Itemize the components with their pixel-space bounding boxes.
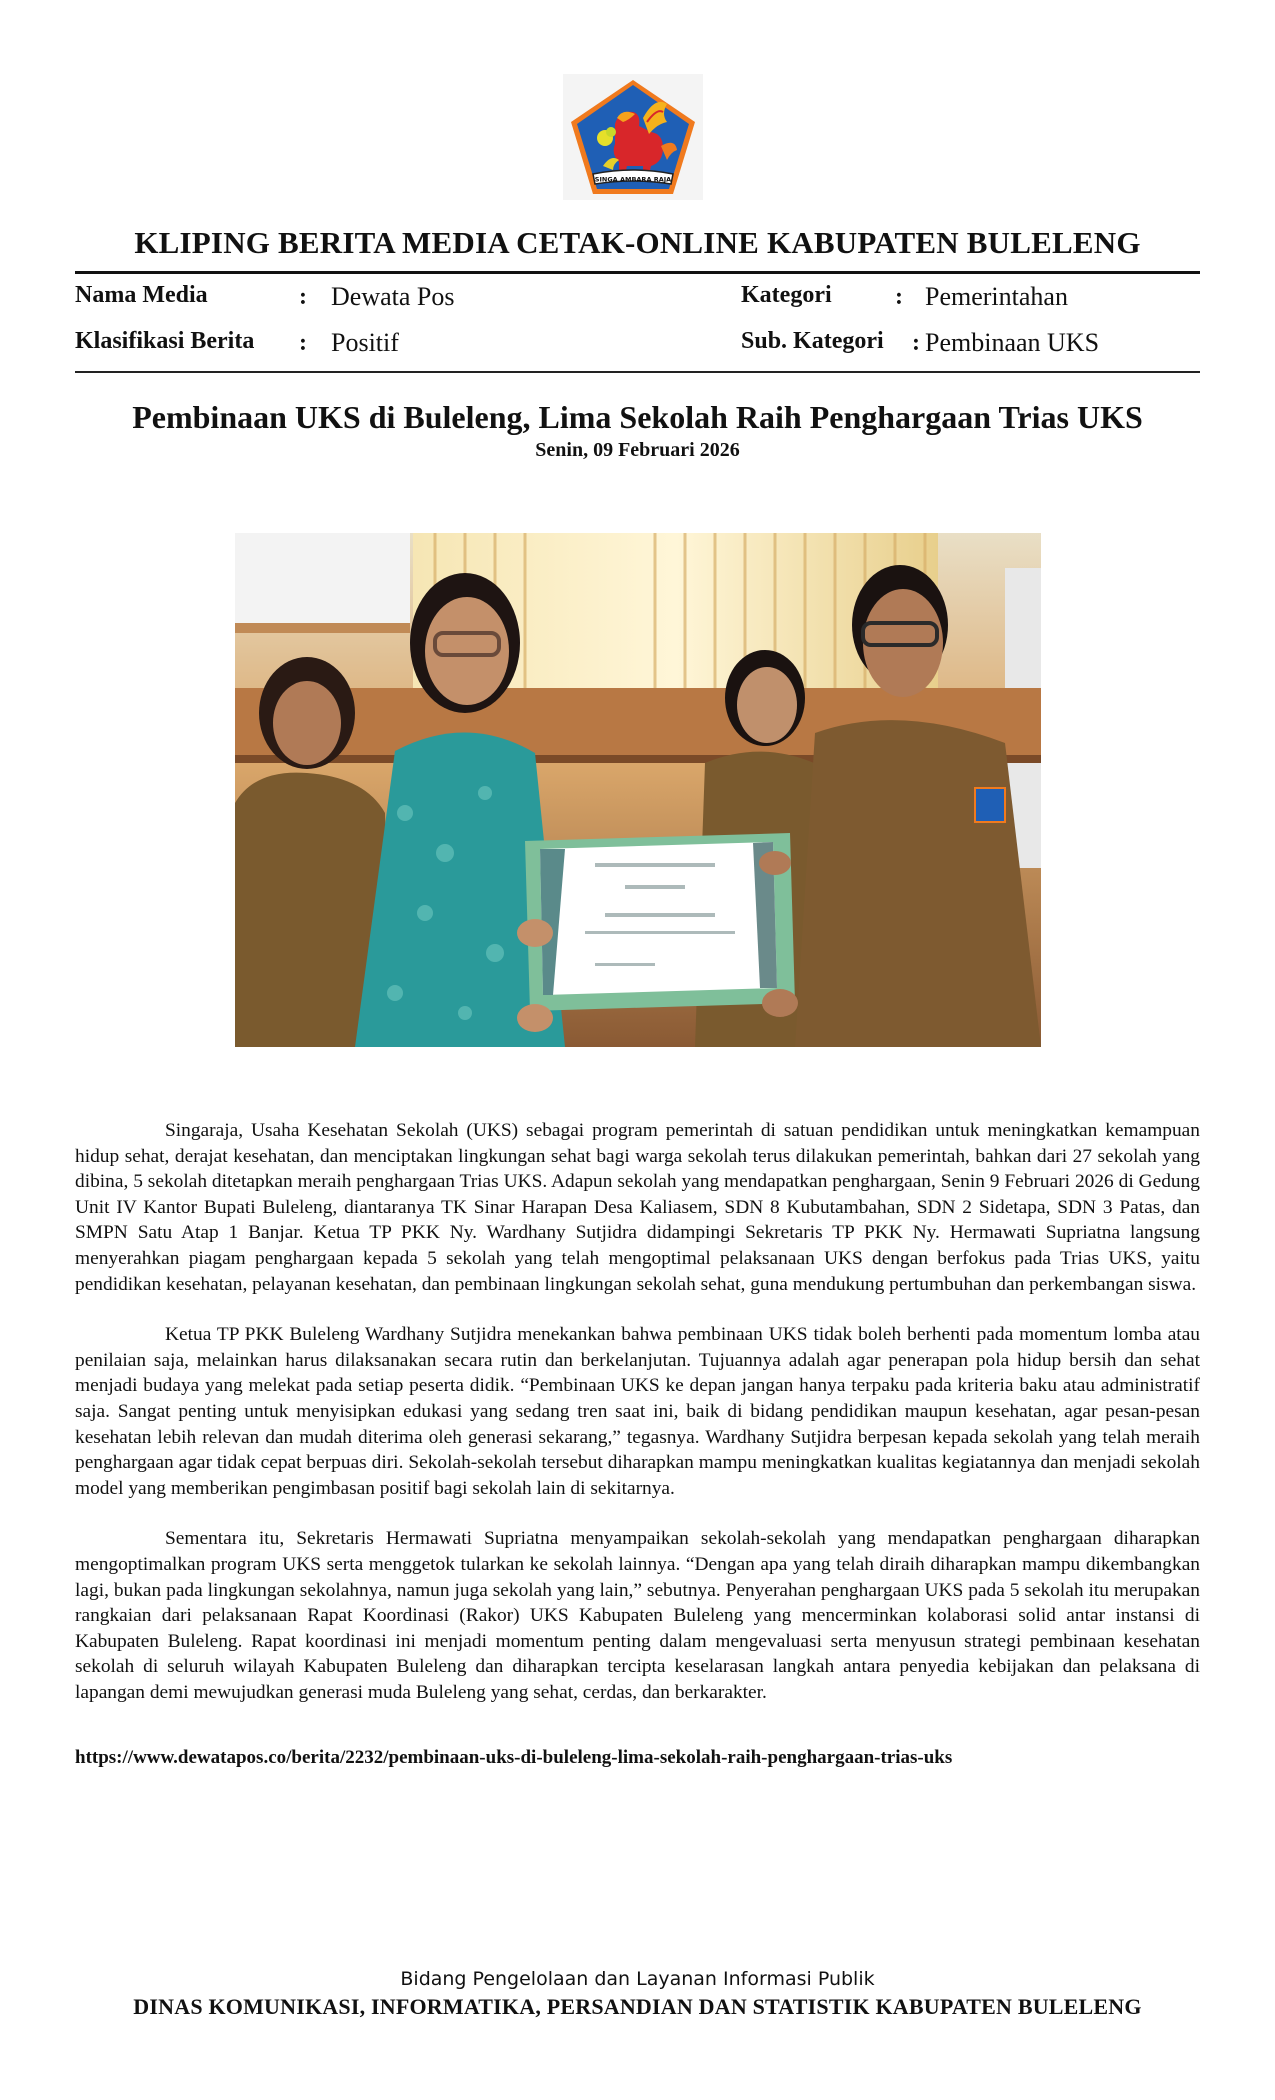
emblem-motto: SINGA AMBARA RAJA <box>594 175 672 184</box>
header-divider-bottom <box>75 371 1200 373</box>
media-name-label: Nama Media <box>75 282 208 308</box>
source-url-link[interactable]: https://www.dewatapos.co/berita/2232/pembinaan-uks-di-buleleng-lima-sekolah-raih-penghargaan-trias-uks <box>75 1747 953 1768</box>
article-paragraph: Sementara itu, Sekretaris Hermawati Supriatna menyampaikan sekolah-sekolah yang mendapatkan penghargaan diharapkan mengoptimalkan program UKS serta menggetok tularkan ke sekolah lainnya. “Dengan apa yang telah diraih diharapkan mampu dikembangkan lagi, bukan pada lingkungan sekolahnya, namun juga sekolah yang lain,” sebutnya. Penyerahan penghargaan UKS pada 5 sekolah itu merupakan rangkaian dari pelaksanaan Rapat Koordinasi (Rakor) UKS Kabupaten Buleleng yang mencerminkan kolaborasi solid antar instansi di Kabupaten Buleleng. Rapat koordinasi ini menjadi momentum penting dalam mengevaluasi serta menyusun strategi pembinaan kesehatan sekolah di seluruh wilayah Kabupaten Buleleng dan diharapkan tercipta keselarasan langkah antara penyedia kebijakan dan pelaksana di lapangan demi mewujudkan generasi muda Buleleng yang sehat, cerdas, dan berkarakter. <box>75 1528 1200 1703</box>
news-photo-icon <box>235 533 1041 1047</box>
classification-separator: : <box>299 330 307 356</box>
article-photo <box>235 533 1041 1047</box>
document-title: KLIPING BERITA MEDIA CETAK-ONLINE KABUPATEN BULELENG <box>134 225 1141 260</box>
footer-office-name: DINAS KOMUNIKASI, INFORMATIKA, PERSANDIAN DAN STATISTIK KABUPATEN BULELENG <box>133 1994 1142 2019</box>
article-date: Senin, 09 Februari 2026 <box>535 439 740 461</box>
subcategory-value: Pembinaan UKS <box>925 328 1100 357</box>
category-value: Pemerintahan <box>925 282 1068 311</box>
media-name-value: Dewata Pos <box>331 282 455 311</box>
media-name-separator: : <box>299 284 307 310</box>
subcategory-separator: : <box>912 330 920 356</box>
article-headline: Pembinaan UKS di Buleleng, Lima Sekolah Raih Penghargaan Trias UKS <box>132 399 1143 435</box>
regency-logo <box>563 74 703 200</box>
buleleng-regency-emblem-icon <box>563 74 703 200</box>
footer-unit-name: Bidang Pengelolaan dan Layanan Informasi Publik <box>400 1968 875 1990</box>
classification-value: Positif <box>331 328 399 357</box>
header-divider-top <box>75 271 1200 274</box>
category-separator: : <box>895 284 903 310</box>
classification-label: Klasifikasi Berita <box>75 328 255 354</box>
article-body <box>75 1118 1200 1730</box>
article-paragraph: Ketua TP PKK Buleleng Wardhany Sutjidra menekankan bahwa pembinaan UKS tidak boleh berhenti pada momentum lomba atau penilaian saja, melainkan harus dilaksanakan secara rutin dan berkelanjutan. Tujuannya adalah agar penerapan pola hidup bersih dan sehat menjadi budaya yang melekat pada setiap peserta didik. “Pembinaan UKS ke depan jangan hanya terpaku pada kriteria baku atau administratif saja. Sangat penting untuk menyisipkan edukasi yang sedang tren saat ini, baik di bidang pendidikan maupun kesehatan, agar pesan-pesan kesehatan lebih relevan dan mudah diterima oleh generasi sekarang,” tegasnya. Wardhany Sutjidra berpesan kepada sekolah yang telah meraih penghargaan agar tidak cepat berpuas diri. Sekolah-sekolah tersebut diharapkan mampu meningkatkan kualitas kegiatannya dan menjadi sekolah model yang memberikan pengimbasan positif bagi sekolah lain di sekitarnya. <box>75 1324 1200 1499</box>
article-paragraph: Singaraja, Usaha Kesehatan Sekolah (UKS) sebagai program pemerintah di satuan pendidikan untuk meningkatkan kemampuan hidup sehat, derajat kesehatan, dan menciptakan lingkungan sehat bagi warga sekolah terus dilakukan pemerintah, bahkan dari 27 sekolah yang dibina, 5 sekolah ditetapkan meraih penghargaan Trias UKS. Adapun sekolah yang mendapatkan penghargaan, Senin 9 Februari 2026 di Gedung Unit IV Kantor Bupati Buleleng, diantaranya TK Sinar Harapan Desa Kaliasem, SDN 8 Kubutambahan, SDN 2 Sidetapa, SDN 3 Patas, dan SMPN Satu Atap 1 Banjar. Ketua TP PKK Ny. Wardhany Sutjidra didampingi Sekretaris TP PKK Ny. Hermawati Supriatna langsung menyerahkan piagam penghargaan kepada 5 sekolah yang telah mengoptimal pelaksanaan UKS dengan berfokus pada Trias UKS, yaitu pendidikan kesehatan, pelayanan kesehatan, dan pembinaan lingkungan sekolah sehat, guna mendukung pertumbuhan dan perkembangan siswa. <box>75 1120 1200 1295</box>
category-label: Kategori <box>741 282 832 308</box>
subcategory-label: Sub. Kategori <box>741 328 884 354</box>
